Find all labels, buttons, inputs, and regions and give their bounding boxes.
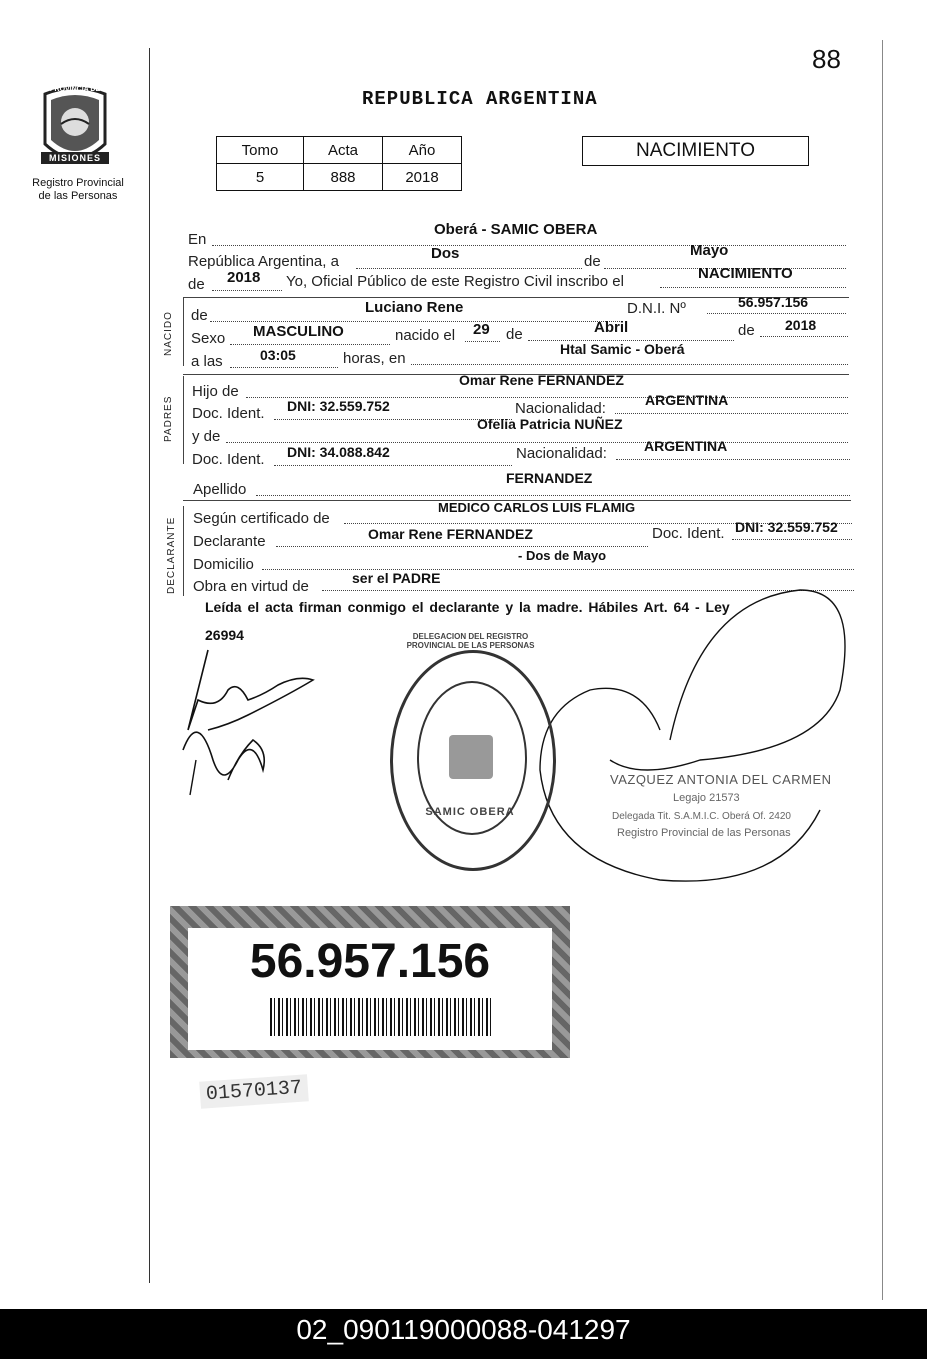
record-table-header-row — [217, 137, 462, 164]
section-bracket — [183, 376, 184, 464]
registration-year: 2018 — [227, 269, 261, 286]
registration-place: Oberá - SAMIC OBERA — [434, 221, 598, 238]
dotted-line — [210, 321, 622, 322]
dotted-line — [465, 341, 500, 342]
dotted-line — [276, 546, 648, 547]
child-dni: 56.957.156 — [738, 294, 809, 310]
official-stamp-name: VAZQUEZ ANTONIA DEL CARMEN — [610, 772, 832, 787]
dotted-line — [356, 268, 582, 269]
dotted-line — [411, 364, 848, 365]
logo-top-text: PROVINCIA DE — [49, 86, 101, 93]
dni-label: D.N.I. Nº — [627, 300, 686, 317]
page-number: 88 — [812, 44, 841, 74]
seal-text: DELEGACION DEL REGISTRO PROVINCIAL DE LAS PERSONAS — [406, 632, 535, 650]
nacionalidad-label: Nacionalidad: — [516, 445, 607, 462]
declarant-domicile: - Dos de Mayo — [518, 548, 607, 563]
doc-label: Doc. Ident. — [192, 405, 265, 422]
obra-label: Obra en virtud de — [193, 578, 309, 595]
birth-time: 03:05 — [260, 347, 296, 363]
section-bracket — [183, 298, 184, 366]
dotted-line — [212, 245, 846, 246]
id-sticker — [170, 906, 570, 1058]
acting-capacity: ser el PADRE — [352, 570, 441, 586]
closing-text-line1: Leída el acta firman conmigo el declarante y la madre. Hábiles Art. 64 - Ley — [205, 599, 730, 615]
official-stamp-role: Delegada Tit. S.A.M.I.C. Oberá Of. 2420 — [612, 811, 791, 822]
registration-month: Mayo — [690, 242, 729, 259]
padres-section-label: PADRES — [163, 395, 174, 442]
right-margin-line — [882, 40, 883, 1300]
declarant-doc: DNI: 32.559.752 — [735, 519, 838, 535]
yde-label: y de — [192, 428, 221, 445]
dotted-line — [256, 495, 850, 496]
nacionalidad-label: Nacionalidad: — [515, 400, 606, 417]
dotted-line — [616, 459, 850, 460]
dotted-line — [660, 287, 846, 288]
mother-name: Ofelia Patricia NUÑEZ — [477, 416, 623, 432]
declarant-signature — [168, 640, 328, 810]
child-name: Luciano Rene — [365, 299, 464, 316]
table-cell: 5 — [217, 164, 304, 191]
republica-label: República Argentina, a — [188, 253, 339, 270]
de-label: de — [188, 276, 205, 293]
country-title: REPUBLICA ARGENTINA — [362, 88, 598, 110]
sticker-barcode — [270, 998, 492, 1036]
child-sex: MASCULINO — [253, 323, 344, 340]
birth-month: Abril — [594, 319, 629, 336]
declarante-label: Declarante — [193, 533, 266, 550]
record-table-value-row — [217, 164, 462, 191]
doc-label: Doc. Ident. — [192, 451, 265, 468]
table-header: Año — [383, 137, 462, 164]
logo-bottom-text: MISIONES — [48, 153, 101, 163]
father-name: Omar Rene FERNANDEZ — [459, 372, 624, 388]
table-header: Tomo — [217, 137, 304, 164]
dotted-line — [707, 313, 846, 314]
segun-label: Según certificado de — [193, 510, 330, 527]
registration-event: NACIMIENTO — [698, 265, 793, 282]
en-label: En — [188, 231, 207, 248]
dotted-line — [230, 367, 338, 368]
hijo-label: Hijo de — [192, 383, 239, 400]
official-stamp-registry: Registro Provincial de las Personas — [617, 827, 791, 839]
doc-label: Doc. Ident. — [652, 525, 725, 542]
father-nationality: ARGENTINA — [645, 392, 729, 408]
apellido-label: Apellido — [193, 481, 247, 498]
section-bracket — [183, 506, 184, 596]
alas-label: a las — [191, 353, 223, 370]
registry-name-line1: Registro Provincial — [32, 177, 124, 189]
official-signature — [520, 580, 850, 900]
domicilio-label: Domicilio — [193, 556, 254, 573]
dotted-line — [760, 336, 848, 337]
horas-label: horas, en — [343, 350, 406, 367]
official-stamp-legajo: Legajo 21573 — [673, 792, 740, 804]
dotted-line — [615, 413, 848, 414]
control-number: 01570137 — [199, 1074, 309, 1108]
dotted-line — [230, 344, 390, 345]
dotted-line — [226, 442, 848, 443]
de-label: de — [506, 326, 523, 343]
birth-year: 2018 — [785, 317, 817, 333]
footer-code: 02_090119000088-041297 — [0, 1309, 927, 1359]
statement-text: Yo, Oficial Público de este Registro Civil inscribo el — [286, 273, 624, 290]
closing-text-line2: 26994 — [205, 627, 244, 643]
table-cell: 2018 — [383, 164, 462, 191]
dotted-line — [262, 569, 854, 570]
record-table — [216, 136, 462, 191]
mother-nationality: ARGENTINA — [644, 438, 728, 454]
nacido-label: nacido el — [395, 327, 456, 344]
sticker-number: 56.957.156 — [249, 935, 491, 988]
declarant-name: Omar Rene FERNANDEZ — [368, 526, 533, 542]
table-cell: 888 — [304, 164, 383, 191]
de-label: de — [738, 322, 755, 339]
dotted-line — [732, 539, 852, 540]
left-margin-line — [149, 48, 150, 1283]
record-type-box: NACIMIENTO — [582, 136, 809, 166]
birth-place: Htal Samic - Oberá — [560, 341, 685, 357]
certificate-issuer: MEDICO CARLOS LUIS FLAMIG — [438, 500, 636, 515]
registration-day: Dos — [431, 245, 460, 262]
sexo-label: Sexo — [191, 330, 226, 347]
nacido-section-label: NACIDO — [163, 311, 174, 356]
table-header: Acta — [304, 137, 383, 164]
de-label: de — [584, 253, 601, 270]
mother-doc: DNI: 34.088.842 — [287, 444, 390, 460]
seal-center-text: SAMIC OBERA — [425, 806, 515, 818]
de-label: de — [191, 307, 208, 324]
registry-name-line2: de las Personas — [38, 190, 118, 202]
declarante-section-label: DECLARANTE — [166, 516, 177, 594]
dotted-line — [274, 465, 512, 466]
birth-day: 29 — [473, 321, 490, 338]
delegation-seal — [390, 650, 556, 871]
father-doc: DNI: 32.559.752 — [287, 398, 390, 414]
surname: FERNANDEZ — [506, 470, 593, 486]
dotted-line — [212, 290, 282, 291]
